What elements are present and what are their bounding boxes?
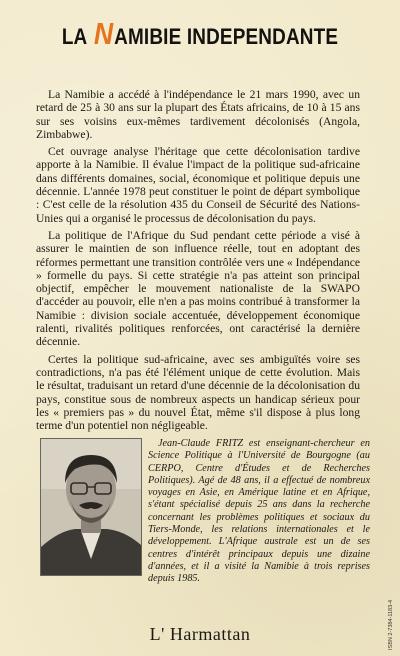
book-title [28, 16, 372, 52]
publisher-name: L' Harmattan [149, 624, 251, 644]
title-prefix: LA [61, 24, 93, 49]
author-photo [40, 438, 142, 576]
author-bio-text: Jean-Claude FRITZ est enseignant-chercheur en Science Politique à l'Université de Bourgogne (au CERPO, Centre d'Études et de Recherches Politiques). Agé de 48 ans, il a effectué de nombreux voyages en Asie, en Amérique latine et en Afrique, s'étant spécialisé depuis 25 ans dans la recherche concernant les problèmes politiques et sociaux du Tiers-Monde, les relations internationales et le développement. L'Afrique australe est un de ses centres d'intérêt principaux depuis une dizaine d'années, et il a visité la Namibie à trois reprises depuis 1985. [148, 438, 370, 585]
summary-paragraph: La Namibie a accédé à l'indépendance le 21 mars 1990, avec un retard de 25 à 30 ans sur la plupart des États africains, de 10 à 15 ans sur ses voisins eux-mêmes tardivement décolonisés (Angola, Zimbabwe). [36, 88, 360, 141]
author-portrait-image [41, 439, 141, 575]
summary-paragraph: Cet ouvrage analyse l'héritage que cette décolonisation tardive apporte à la Namibie. Il évalue l'impact de la politique sud-africaine dans différents domaines, social, économique et politique depuis une décennie. L'année 1978 peut constituer le point de départ symbolique : C'est celle de la résolution 435 du Conseil de Sécurité des Nations-Unies qui a organisé le processus de décolonisation du pays. [36, 145, 360, 225]
title-accent-letter: N [93, 16, 114, 51]
title-suffix: AMIBIE INDEPENDANTE [114, 24, 339, 49]
author-bio [148, 438, 370, 586]
author-section [36, 428, 370, 604]
isbn-text: ISBN 2-7384-1183-4 [388, 599, 394, 650]
summary-paragraph: La politique de l'Afrique du Sud pendant cette période a visé à assurer le maintien de son influence réelle, tout en adoptant des réformes permettant une transition contrôlée vers une « Indépendance » formelle du pays. Si cette stratégie n'a pas atteint son principal objectif, empêcher le mouvement nationaliste de la SWAPO d'accéder au pouvoir, elle n'en a pas moins contribué à transformer la Namibie : division sociale accentuée, développement économique ralenti, rivalités politiques renforcées, ont caractérisé la dernière décennie. [36, 228, 360, 349]
summary-paragraph: Certes la politique sud-africaine, avec ses ambiguïtés voire ses contradictions, n'a pas été l'élément unique de cette évolution. Mais le résultat, traduisant un retard d'une décennie de la décolonisation du pays, constitue sous de nombreux aspects un handicap sérieux pour les « premiers pas » du nouvel État, même s'il dispose à plus long terme d'un potentiel non négligeable. [36, 352, 360, 433]
summary-text [36, 88, 360, 436]
